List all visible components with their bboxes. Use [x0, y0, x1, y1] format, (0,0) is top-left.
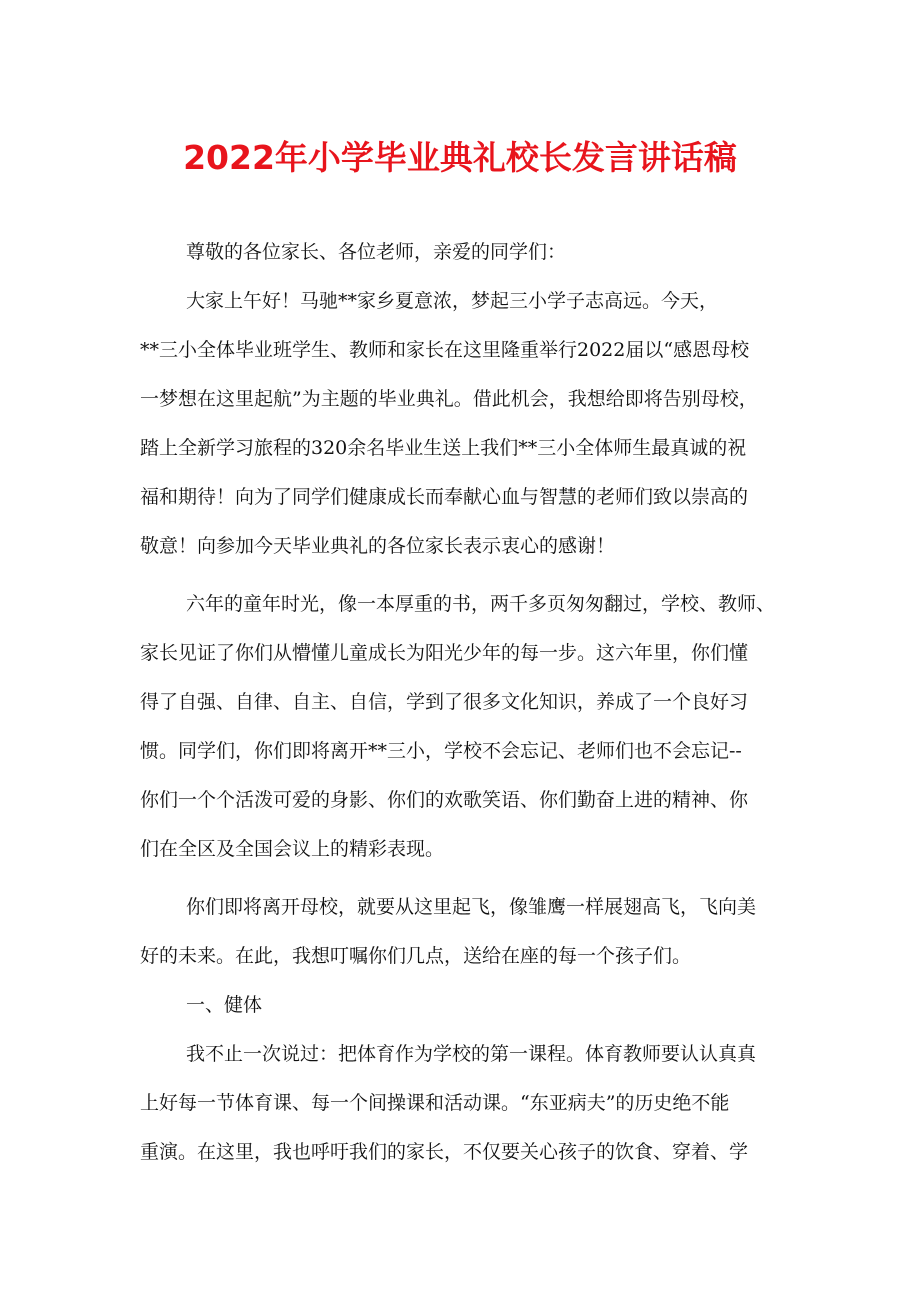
text-line: 惯。同学们，你们即将离开**三小，学校不会忘记、老师们也不会忘记--: [140, 740, 742, 762]
paragraph-salutation: [140, 228, 800, 277]
paragraph-farewell: [140, 883, 800, 981]
text-line: 六年的童年时光，像一本厚重的书，两千多页匆匆翻过，学校、教师、: [186, 593, 776, 615]
text-line: 家长见证了你们从懵懂儿童成长为阳光少年的每一步。这六年里，你们懂: [140, 642, 749, 664]
text-line: 踏上全新学习旅程的320余名毕业生送上我们**三小全体师生最真诚的祝: [140, 437, 747, 459]
document-body: [140, 228, 800, 1177]
text-line: 一、健体: [186, 994, 263, 1016]
text-line: 们在全区及全国会议上的精彩表现。: [140, 838, 445, 860]
text-line: 好的未来。在此，我想叮嘱你们几点，送给在座的每一个孩子们。: [140, 945, 692, 967]
text-line: 得了自强、自律、自主、自信，学到了很多文化知识，养成了一个良好习: [140, 691, 749, 713]
text-line: 一梦想在这里起航”为主题的毕业典礼。借此机会，我想给即将告别母校，: [140, 388, 758, 410]
text-line: 尊敬的各位家长、各位老师，亲爱的同学们：: [186, 241, 567, 263]
text-line: 敬意！向参加今天毕业典礼的各位家长表示衷心的感谢！: [140, 535, 616, 557]
paragraph-fitness: [140, 1030, 800, 1177]
text-line: 你们一个个活泼可爱的身影、你们的欢歌笑语、你们勤奋上进的精神、你: [140, 789, 749, 811]
document-title: 2022年小学毕业典礼校长发言讲话稿: [183, 138, 737, 177]
text-line: 大家上午好！马驰**家乡夏意浓，梦起三小学子志高远。今天，: [186, 290, 719, 312]
text-line: **三小全体毕业班学生、教师和家长在这里隆重举行2022届以“感恩母校: [140, 339, 750, 361]
text-line: 上好每一节体育课、每一个间操课和活动课。“东亚病夫”的历史绝不能: [140, 1092, 730, 1114]
text-line: 福和期待！向为了同学们健康成长而奉献心血与智慧的老师们致以崇高的: [140, 486, 749, 508]
paragraph-greeting: [140, 277, 800, 571]
section-heading-fitness: [140, 981, 800, 1030]
paragraph-six-years: [140, 580, 800, 874]
text-line: 我不止一次说过：把体育作为学校的第一课程。体育教师要认认真真: [186, 1043, 757, 1065]
text-line: 你们即将离开母校，就要从这里起飞，像雏鹰一样展翅高飞，飞向美: [186, 896, 757, 918]
text-line: 重演。在这里，我也呼吁我们的家长，不仅要关心孩子的饮食、穿着、学: [140, 1141, 749, 1163]
